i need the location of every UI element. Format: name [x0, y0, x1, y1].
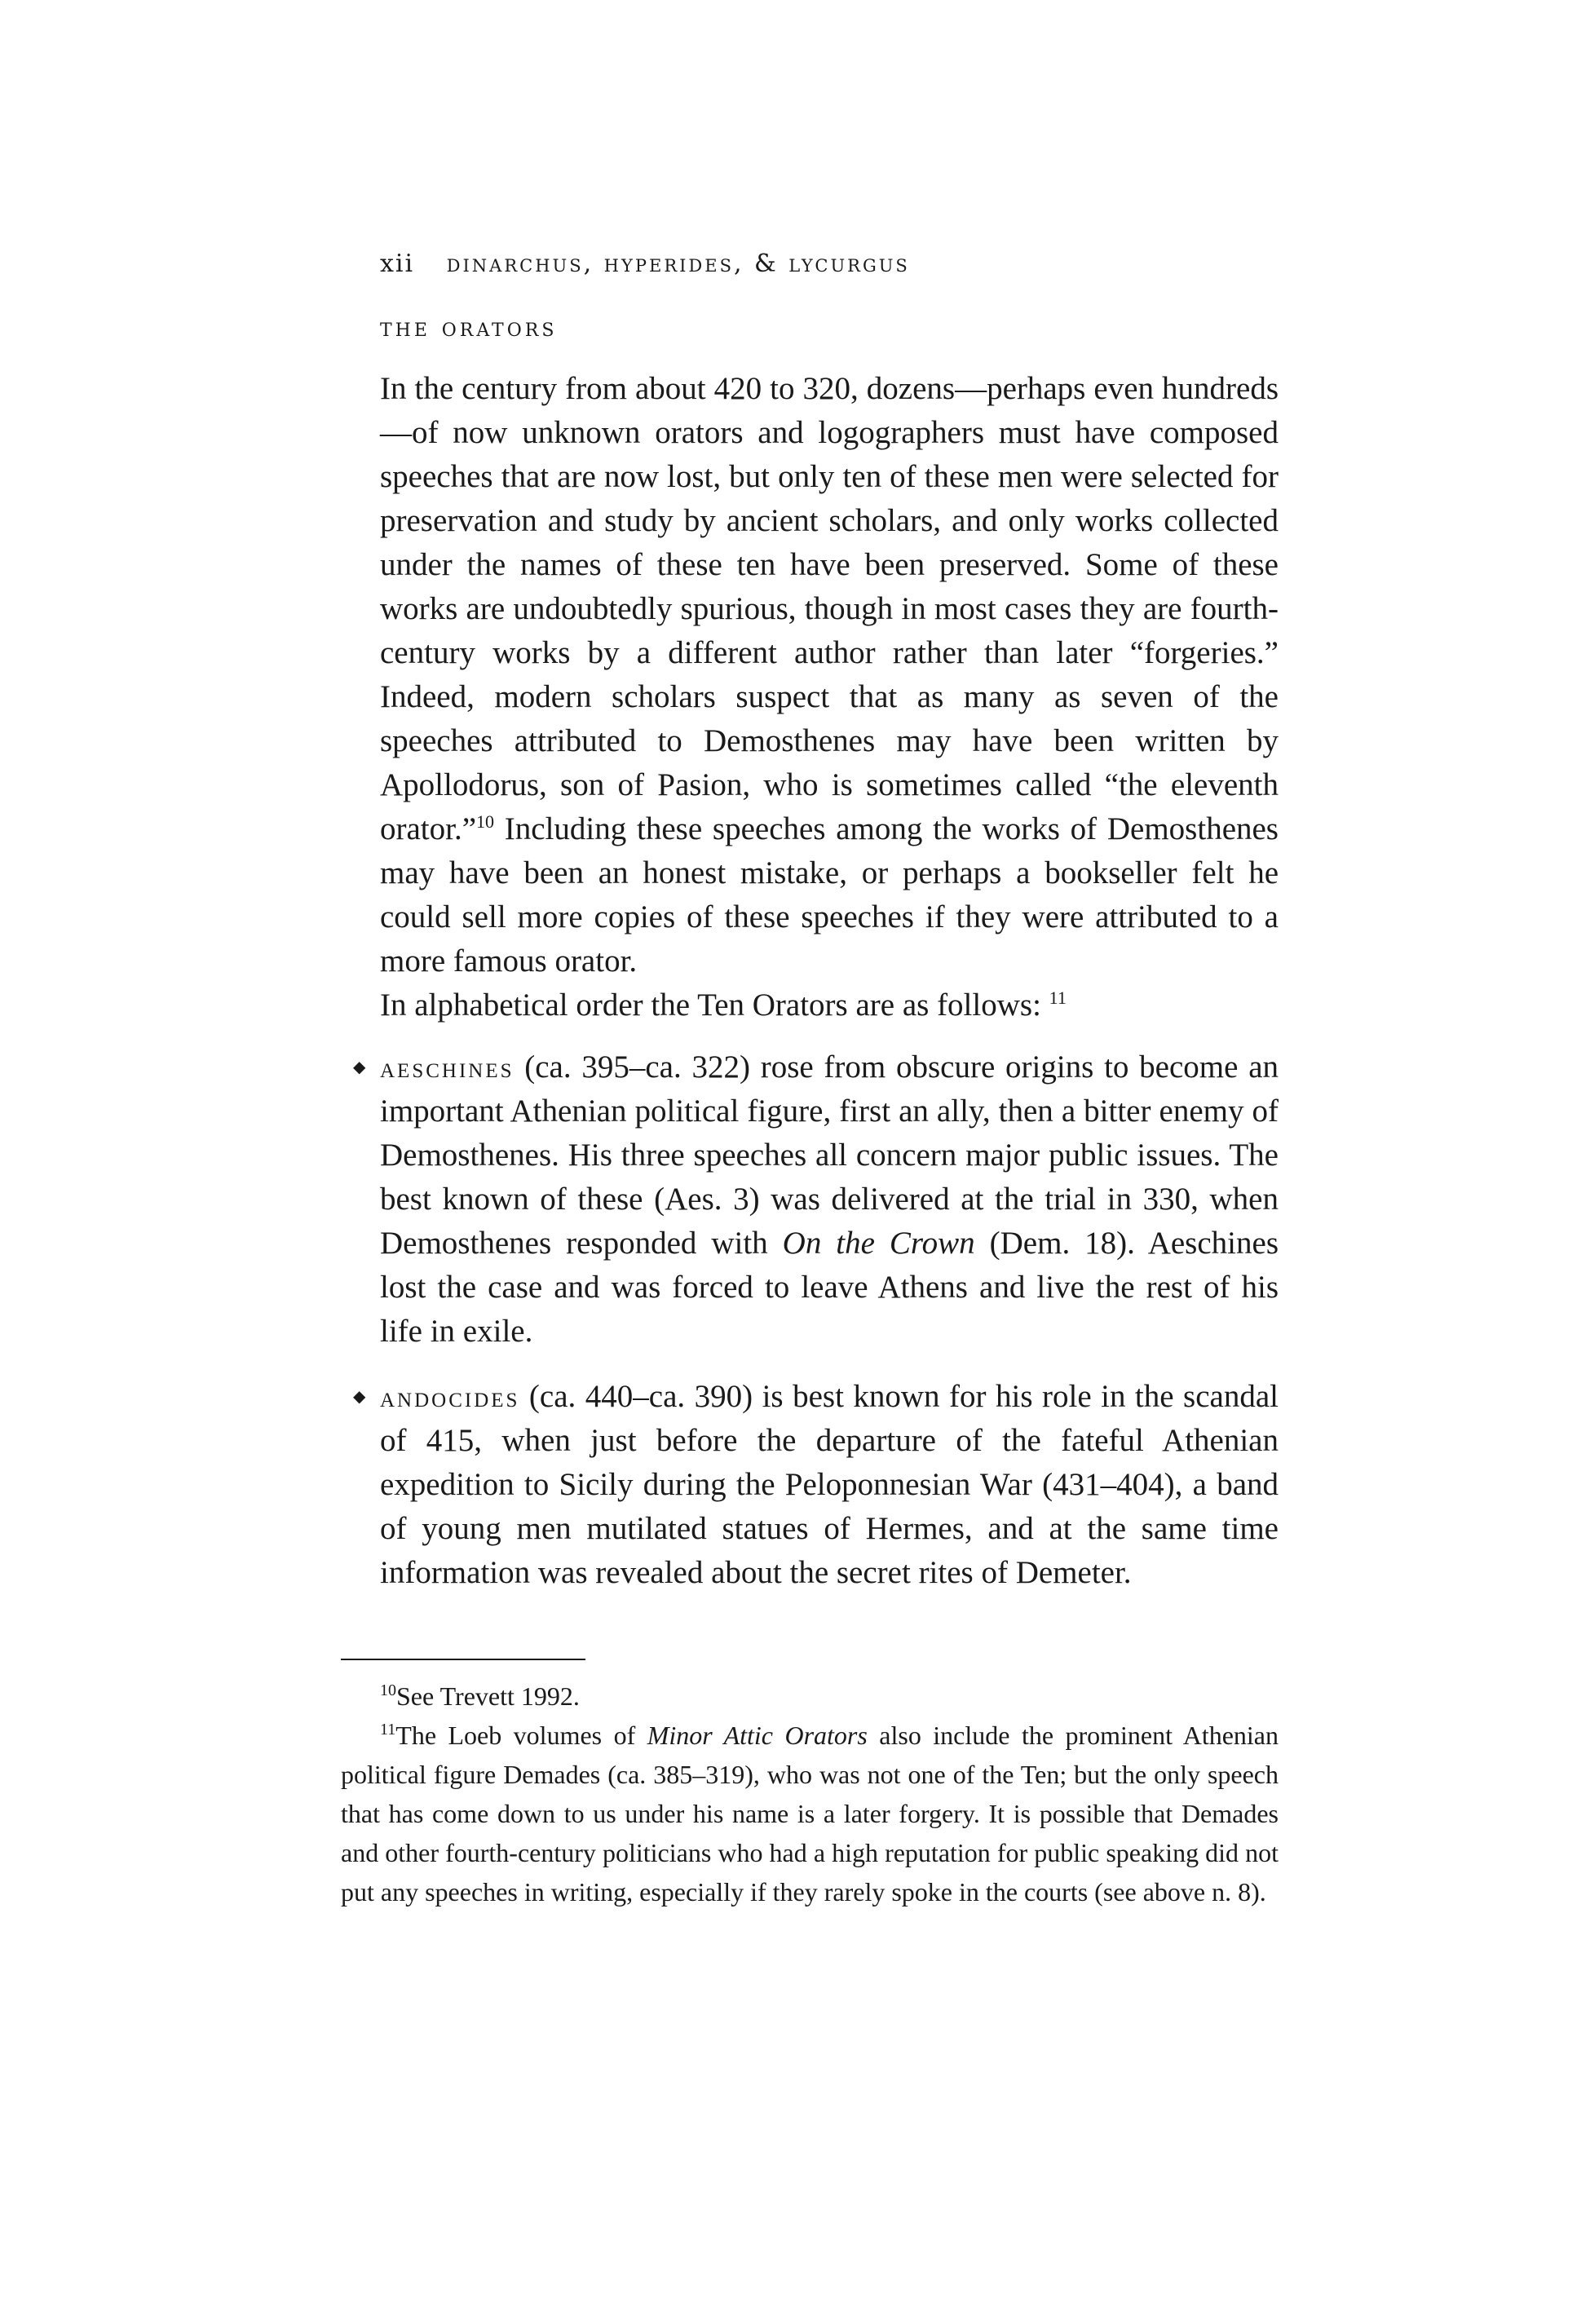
footnote-text: also include the prominent Athenian political figure Demades (ca. 385–319), who was not one of the Ten; but the only speech that has come down to us under his name is a later forgery. It is possible that Demades and other fourth-century politicians who had a high reputation for public speaking did not put any speeches in writing, especially if they rarely spoke in the courts (see above n. 8).: [341, 1721, 1279, 1906]
footnote-ref-10: 10: [476, 811, 495, 832]
section-heading: the orators: [380, 313, 558, 342]
list-item: [353, 1375, 1279, 1595]
orator-name: aeschines: [380, 1051, 515, 1084]
orator-text: (Dem. 18). Aeschines lost the case and was forced to leave Athens and live the rest of his life in exile.: [380, 1226, 1279, 1349]
page-number: xii: [380, 250, 415, 278]
running-title: dinarchus, hyperides, & lycurgus: [446, 250, 910, 278]
footnote-mark: 10: [380, 1681, 396, 1699]
work-title: On the Crown: [782, 1226, 975, 1261]
orator-text: (ca. 395–ca. 322) rose from obscure origins to become an important Athenian political figure, first an ally, then a bitter enemy of Demosthenes. His three speeches all concern major public issues. The best known of these (Aes. 3) was delivered at the trial in 330, when Demosthenes responded with: [380, 1049, 1279, 1261]
orator-name: andocides: [380, 1381, 520, 1413]
footnote-ref-11: 11: [1049, 987, 1067, 1008]
work-title: Minor Attic Orators: [647, 1721, 868, 1750]
orators-list: [353, 1045, 1279, 1595]
footnote-divider: [341, 1659, 585, 1660]
footnotes: [341, 1677, 1279, 1911]
body-text: [353, 367, 1279, 1595]
orator-text: (ca. 440–ca. 390) is best known for his role in the scandal of 415, when just before the departure of the fateful Athenian expedition to Sicily during the Peloponnesian War (431–404), a band of young men mutilated statues of Hermes, and at the same time information was revealed about the secret rites of Demeter.: [380, 1379, 1279, 1590]
paragraph-list-intro: [380, 983, 1279, 1027]
footnote-10: [341, 1677, 1279, 1716]
paragraph-text: In the century from about 420 to 320, dozens—perhaps even hundreds—of now unknown orators and logographers must have composed speeches that are now lost, but only ten of these men were selected for preservation and study by ancient scholars, and only works collected under the names of these ten have been preserved. Some of these works are undoubtedly spurious, though in most cases they are fourth-century works by a different author rather than later “forgeries.” Indeed, modern scholars suspect that as many as seven of the speeches attributed to Demosthenes may have been written by Apollodorus, son of Pasion, who is sometimes called “the eleventh orator.”: [380, 371, 1279, 846]
footnote-mark: 11: [380, 1721, 396, 1739]
footnote-text: The Loeb volumes of: [395, 1721, 647, 1750]
diamond-bullet-icon: ◆: [353, 1388, 366, 1406]
paragraph-text: In alphabetical order the Ten Orators are as follows:: [380, 987, 1041, 1023]
diamond-bullet-icon: ◆: [353, 1058, 366, 1076]
list-item: [353, 1045, 1279, 1354]
footnote-text: See Trevett 1992.: [396, 1681, 580, 1711]
paragraph-intro: [380, 367, 1279, 983]
footnote-11: [341, 1716, 1279, 1911]
running-head: [380, 245, 1279, 284]
paragraph-text: Including these speeches among the works of Demosthenes may have been an honest mistake, or perhaps a bookseller felt he could sell more copies of these speeches if they were attributed to a more famous orator.: [380, 811, 1279, 979]
book-page: [341, 245, 1279, 1911]
